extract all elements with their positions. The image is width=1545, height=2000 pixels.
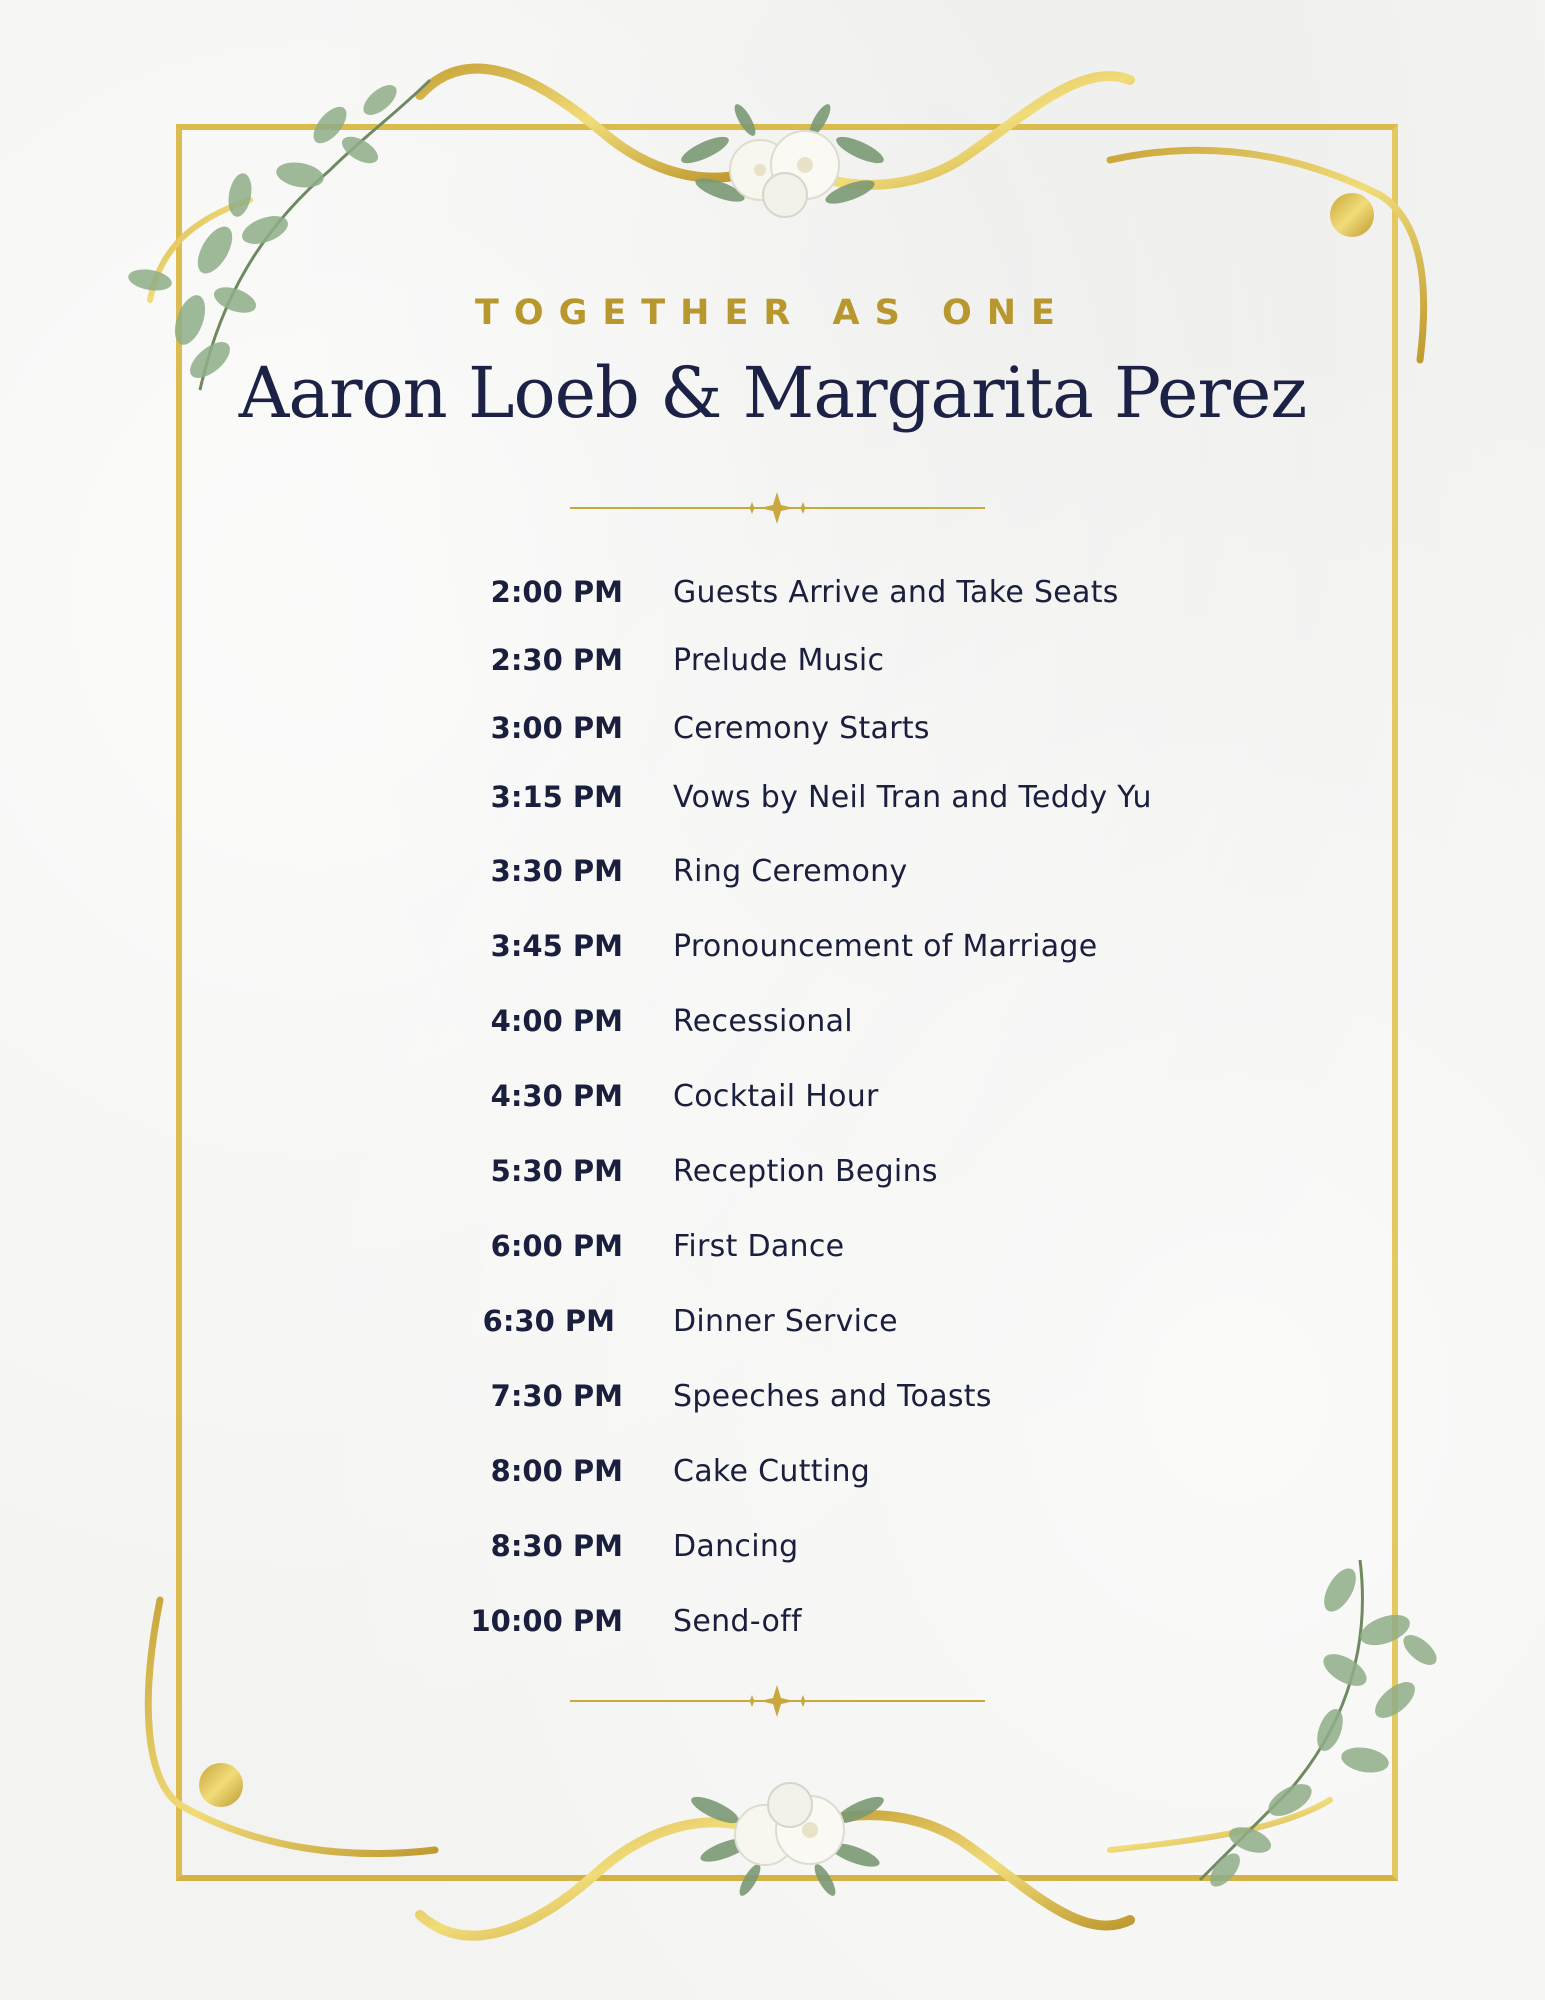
schedule-row bbox=[0, 1154, 1545, 1204]
schedule-row bbox=[0, 780, 1545, 830]
schedule-time: 3:15 PM bbox=[490, 780, 623, 814]
schedule-time: 5:30 PM bbox=[490, 1154, 623, 1188]
schedule-time: 6:00 PM bbox=[490, 1229, 623, 1263]
schedule-row bbox=[0, 1379, 1545, 1429]
schedule-event: Send-off bbox=[673, 1604, 802, 1639]
schedule-event: Speeches and Toasts bbox=[673, 1379, 992, 1414]
schedule-row bbox=[0, 575, 1545, 625]
schedule-row bbox=[0, 1004, 1545, 1054]
schedule-event: Pronouncement of Marriage bbox=[673, 929, 1098, 964]
schedule-event: Ceremony Starts bbox=[673, 711, 930, 746]
schedule-event: Cake Cutting bbox=[673, 1454, 871, 1489]
schedule-event: Dinner Service bbox=[673, 1304, 898, 1339]
schedule-time: 3:30 PM bbox=[490, 854, 623, 888]
schedule-time: 4:30 PM bbox=[490, 1079, 623, 1113]
schedule-event: First Dance bbox=[673, 1229, 845, 1264]
tagline: TOGETHER AS ONE bbox=[475, 293, 1070, 333]
schedule-row bbox=[0, 1454, 1545, 1504]
schedule-row bbox=[0, 711, 1545, 761]
schedule-row bbox=[0, 1604, 1545, 1654]
schedule-row bbox=[0, 1529, 1545, 1579]
schedule-time: 8:00 PM bbox=[490, 1454, 623, 1488]
schedule-event: Cocktail Hour bbox=[673, 1079, 879, 1114]
schedule-time: 7:30 PM bbox=[490, 1379, 623, 1413]
couple-names-title: Aaron Loeb & Margarita Perez bbox=[238, 352, 1307, 434]
schedule-event: Vows by Neil Tran and Teddy Yu bbox=[673, 780, 1152, 815]
schedule-event: Ring Ceremony bbox=[673, 854, 908, 889]
schedule-event: Reception Begins bbox=[673, 1154, 938, 1189]
schedule-event: Guests Arrive and Take Seats bbox=[673, 575, 1119, 610]
schedule-row bbox=[0, 929, 1545, 979]
schedule-time: 6:30 PM bbox=[482, 1304, 615, 1338]
schedule-row bbox=[0, 643, 1545, 693]
schedule-time: 4:00 PM bbox=[490, 1004, 623, 1038]
schedule-time: 10:00 PM bbox=[470, 1604, 623, 1638]
schedule-time: 8:30 PM bbox=[490, 1529, 623, 1563]
schedule-row bbox=[0, 1304, 1545, 1354]
schedule-event: Dancing bbox=[673, 1529, 799, 1564]
schedule-event: Prelude Music bbox=[673, 643, 885, 678]
schedule-row bbox=[0, 854, 1545, 904]
schedule-event: Recessional bbox=[673, 1004, 853, 1039]
schedule-time: 2:30 PM bbox=[490, 643, 623, 677]
schedule-time: 3:00 PM bbox=[490, 711, 623, 745]
schedule-row bbox=[0, 1229, 1545, 1279]
schedule-time: 3:45 PM bbox=[490, 929, 623, 963]
schedule-time: 2:00 PM bbox=[490, 575, 623, 609]
schedule-row bbox=[0, 1079, 1545, 1129]
